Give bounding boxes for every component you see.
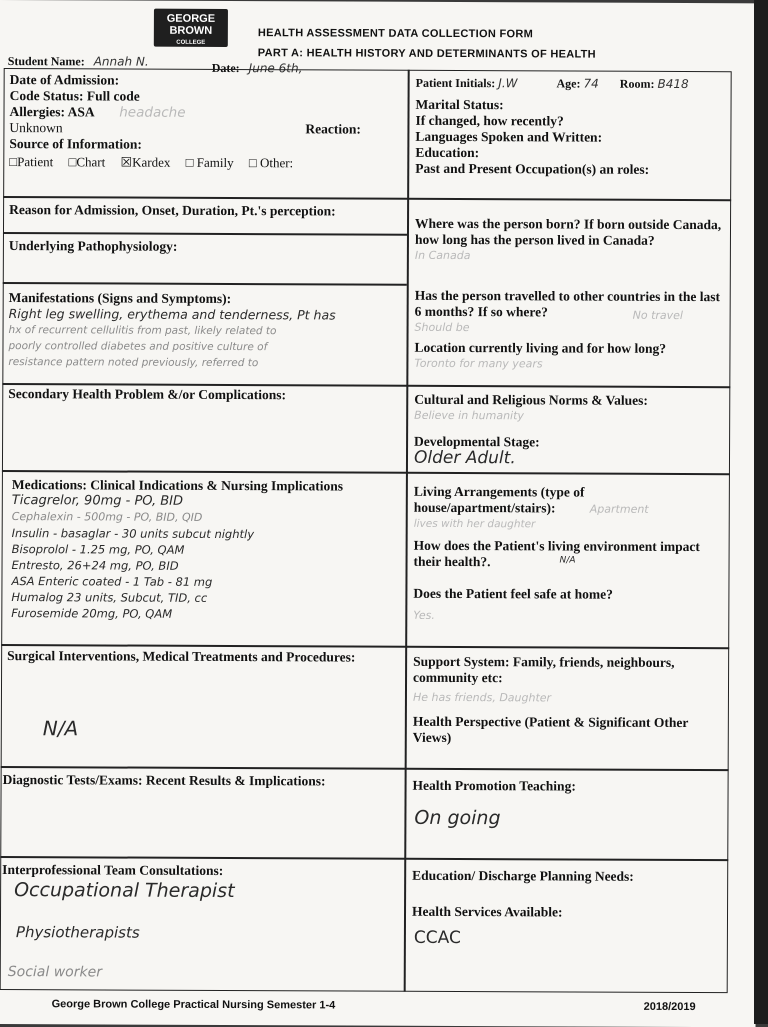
support-block [413, 654, 723, 747]
services-value: CCAC [413, 927, 461, 949]
languages-label: Languages Spoken and Written: [415, 128, 603, 145]
location-block [414, 340, 724, 373]
discharge-label: Education/ Discharge Planning Needs: [412, 867, 634, 884]
background-edge [754, 0, 768, 1024]
location-label: Location currently living and for how long? [414, 339, 667, 356]
medication-line: Bisoprolol - 1.25 mg, PO, QAM [11, 542, 185, 557]
travel-value-2: Should be [414, 320, 470, 335]
environment-value: N/A [559, 555, 576, 566]
cultural-value: Believe in humanity [414, 408, 524, 423]
surgical-label: Surgical Interventions, Medical Treatments and Procedures: [7, 648, 356, 665]
date-of-admission-label: Date of Admission: [9, 72, 120, 88]
college-logo [154, 9, 228, 47]
support-label: Support System: Family, friends, neighbours, community etc: [413, 653, 675, 686]
manifestation-line: resistance pattern noted previously, referred to [8, 356, 259, 370]
surgical-value: N/A [42, 716, 79, 741]
born-value: In Canada [414, 248, 471, 263]
services-label: Health Services Available: [411, 903, 563, 920]
medication-line: Humalog 23 units, Subcut, TID, cc [11, 590, 208, 605]
patient-initials-value: J.W [498, 76, 518, 91]
age-label: Age: [556, 76, 581, 91]
travel-value: No travel [632, 308, 684, 322]
allergies-faint-value: headache [119, 104, 186, 121]
footer-left: George Brown College Practical Nursing Semester 1-4 [51, 998, 336, 1012]
cultural-block [414, 392, 724, 467]
medication-line: Insulin - basaglar - 30 units subcut nightly [11, 526, 255, 542]
medication-line: Entresto, 26+24 mg, PO, BID [11, 558, 179, 573]
source-label: Source of Information: [9, 136, 142, 152]
source-patient-checkbox[interactable]: □Patient [9, 154, 54, 170]
health-perspective-label: Health Perspective (Patient & Significant Other Views) [412, 713, 689, 745]
source-chart-checkbox[interactable]: □Chart [68, 154, 106, 170]
allergies-label: Allergies: ASA [9, 104, 94, 120]
room-label: Room: [619, 76, 655, 91]
logo-text-1: GEORGE [166, 12, 216, 25]
living-label: Living Arrangements (type of house/apartment/stairs): [413, 483, 585, 516]
changed-label: If changed, how recently? [415, 112, 564, 129]
location-value: Toronto for many years [414, 356, 543, 371]
medications-label: Medications: Clinical Indications & Nursing Implications [11, 477, 344, 494]
logo-text-2: BROWN [169, 24, 213, 37]
date-label: Date: [211, 60, 240, 76]
medication-line: Ticagrelor, 90mg - PO, BID [11, 493, 184, 509]
diagnostic-label: Diagnostic Tests/Exams: Recent Results & Implications: [2, 772, 326, 789]
room-value: B418 [657, 76, 689, 92]
medication-line: ASA Enteric coated - 1 Tab - 81 mg [11, 574, 213, 589]
footer-right: 2018/2019 [643, 1000, 696, 1014]
promotion-value: On going [414, 806, 501, 830]
pathophysiology-label: Underlying Pathophysiology: [8, 238, 178, 254]
consult-line: Physiotherapists [15, 923, 140, 942]
born-block [415, 216, 725, 265]
source-other-checkbox[interactable]: □ Other: [248, 155, 294, 171]
reaction-label: Reaction: [305, 121, 361, 137]
form-title: HEALTH ASSESSMENT DATA COLLECTION FORM [257, 27, 534, 41]
patient-initials-label: Patient Initials: [415, 75, 496, 91]
safe-at-home-label: Does the Patient feel safe at home? [413, 585, 613, 602]
interprofessional-label: Interprofessional Team Consultations: [2, 862, 224, 878]
consult-line: Social worker [7, 964, 103, 981]
allergies-unknown: Unknown [9, 120, 63, 136]
form-subtitle: PART A: HEALTH HISTORY AND DETERMINANTS OF HEALTH [257, 47, 596, 61]
secondary-problem-label: Secondary Health Problem &/or Complications: [8, 386, 287, 403]
developmental-label: Developmental Stage: [414, 433, 540, 450]
born-label: Where was the person born? If born outside Canada, how long has the person lived in Canada? [414, 215, 722, 248]
occupation-label: Past and Present Occupation(s) an roles: [415, 160, 650, 177]
cultural-label: Cultural and Religious Norms & Values: [414, 391, 648, 408]
manifestations-block [8, 290, 403, 372]
reason-label: Reason for Admission, Onset, Duration, Pt.'s perception: [9, 202, 336, 219]
consult-line: Occupational Therapist [14, 879, 235, 903]
education-label: Education: [415, 144, 480, 161]
patient-background-block [415, 97, 725, 178]
age-value: 74 [583, 76, 599, 91]
manifestations-label: Manifestations (Signs and Symptoms): [8, 290, 232, 307]
source-family-checkbox[interactable]: □ Family [185, 154, 234, 171]
student-name-label: Student Name: [7, 54, 85, 69]
date-value: June 6th, [248, 61, 303, 76]
source-kardex-checkbox[interactable]: ☒Kardex [120, 154, 171, 170]
medications-block [11, 477, 407, 623]
environment-label: How does the Patient's living environment impact their health?. [413, 537, 700, 570]
logo-text-3: COLLEGE [176, 39, 206, 46]
promotion-label: Health Promotion Teaching: [412, 777, 576, 794]
living-value-2: lives with her daughter [413, 517, 536, 531]
code-status: Code Status: Full code [9, 88, 140, 104]
student-name-value: Annah N. [93, 54, 149, 69]
travel-label: Has the person travelled to other countries in the last 6 months? If so where? [414, 287, 721, 320]
medication-line: Cephalexin - 500mg - PO, BID, QID [11, 510, 203, 524]
manifestation-line: poorly controlled diabetes and positive culture of [8, 340, 268, 354]
marital-status-label: Marital Status: [415, 96, 504, 113]
manifestation-line: Right leg swelling, erythema and tenderness, Pt has [8, 306, 336, 323]
safe-at-home-value: Yes. [413, 608, 435, 622]
medication-line: Furosemide 20mg, PO, QAM [11, 606, 173, 621]
support-value: He has friends, Daughter [412, 690, 552, 705]
living-value: Apartment [589, 502, 649, 516]
manifestation-line: hx of recurrent cellulitis from past, likely related to [8, 324, 277, 338]
patient-initials-row [416, 75, 689, 92]
developmental-value: Older Adult. [413, 447, 516, 469]
